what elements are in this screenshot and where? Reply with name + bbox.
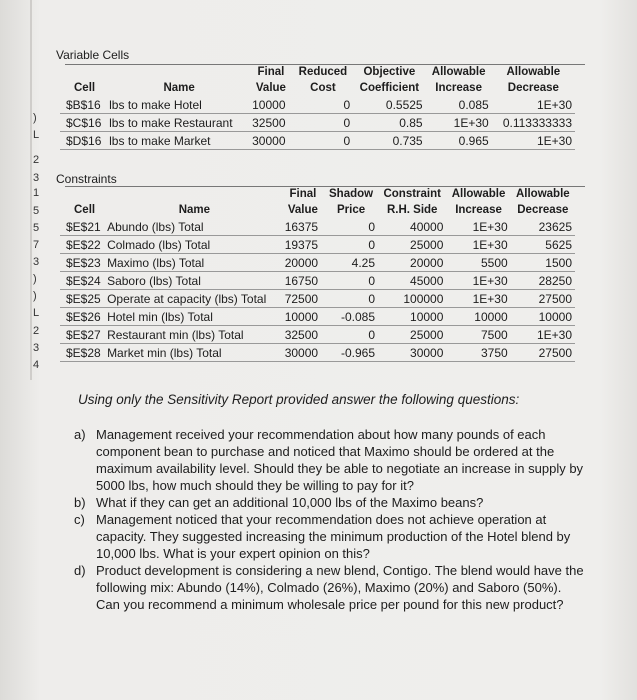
cell: Market min (lbs) Total [107,344,282,362]
cell: 1E+30 [446,236,510,254]
header: Price [336,204,366,216]
table-row [60,344,575,362]
cell: Operate at capacity (lbs) Total [107,290,282,308]
instructions: Using only the Sensitivity Report provided answer the following questions: [78,392,520,407]
cell: $E$21 [60,218,107,236]
question-list [74,426,584,613]
cell: Hotel min (lbs) Total [107,308,282,326]
header: Value [287,204,318,216]
header: Constraint [383,188,441,200]
cell: 30000 [378,344,446,362]
cell: 0 [324,218,378,236]
table-row [60,254,575,272]
header: Allowable [451,188,506,200]
table-row [60,132,575,150]
table-row [60,96,575,114]
header: Allowable [506,66,561,78]
cell: 3750 [446,344,510,362]
cell: 1E+30 [492,96,575,114]
cell: 23625 [511,218,575,236]
table-row [60,326,575,344]
cell: 1E+30 [511,326,575,344]
cell: 10000 [446,308,510,326]
row-number: 5 [33,205,40,217]
cell: 100000 [378,290,446,308]
header: Final [257,66,285,78]
cell: 40000 [378,218,446,236]
cell: 10000 [249,96,293,114]
table-row [60,308,575,326]
row-number: ) [33,290,37,302]
row-number: 2 [33,325,40,337]
cell: 0.735 [353,132,425,150]
table-row [60,218,575,236]
cell: $E$25 [60,290,107,308]
cell: 19375 [282,236,324,254]
row-number: ) [33,112,37,124]
row-number: L [33,129,40,141]
cell: 5625 [511,236,575,254]
header: Increase [455,204,502,216]
cell: 1500 [511,254,575,272]
cell: 27500 [511,290,575,308]
header: Cost [310,82,336,94]
cell: 72500 [282,290,324,308]
cell: 20000 [378,254,446,272]
cell: -0.965 [324,344,378,362]
cell: $E$22 [60,236,107,254]
cell: 0 [324,236,378,254]
cell: 1E+30 [426,114,492,132]
cell: 10000 [282,308,324,326]
cell: $E$26 [60,308,107,326]
header: Cell [74,82,96,94]
question-label: b) [74,495,86,510]
cell: 0.113333333 [492,114,575,132]
cell: 28250 [511,272,575,290]
cell: 0 [293,96,353,114]
row-number: 1 [33,187,40,199]
question-item [74,426,584,494]
header: Reduced [298,66,348,78]
question-text: Management received your recommendation about how many pounds of each component bean to purchase and noticed that Maximo should be ordered at the maximum availability level. Should they be able to negotiate an increase in supply by 5000 lbs, how much should they be willing to pay for it? [96,427,584,493]
question-label: d) [74,563,86,578]
header: Shadow [329,188,374,200]
header: Decrease [517,204,569,216]
row-gutter [30,0,32,380]
cell: Abundo (lbs) Total [107,218,282,236]
cell: $E$23 [60,254,107,272]
row-number: 3 [33,342,40,354]
cell: lbs to make Restaurant [109,114,249,132]
cell: 10000 [511,308,575,326]
table-row [60,290,575,308]
cell: $B$16 [60,96,109,114]
cell: 30000 [282,344,324,362]
cell: lbs to make Hotel [109,96,249,114]
cell: 10000 [378,308,446,326]
question-item [74,511,584,562]
cell: $D$16 [60,132,109,150]
header: Increase [435,82,482,94]
cell: 0.85 [353,114,425,132]
row-number: ) [33,273,37,285]
header: Allowable [515,188,570,200]
table-row [60,114,575,132]
cell: 0.5525 [353,96,425,114]
question-text: Management noticed that your recommendation does not achieve operation at capacity. They suggested increasing the minimum production of the Hotel blend by 10,000 lbs. What is your expert opinion on this? [96,512,571,561]
cell: 45000 [378,272,446,290]
cell: 25000 [378,326,446,344]
cell: 4.25 [324,254,378,272]
row-number: L [33,307,40,319]
cell: $E$24 [60,272,107,290]
cell: 16375 [282,218,324,236]
cell: 25000 [378,236,446,254]
header: Cell [74,204,96,216]
header: Final [289,188,317,200]
cell: 1E+30 [492,132,575,150]
variable-cells-title: Variable Cells [56,48,130,62]
cell: 1E+30 [446,290,510,308]
cell: 0.085 [426,96,492,114]
constraints-title: Constraints [56,172,117,186]
row-number: 4 [33,359,40,371]
cell: 5500 [446,254,510,272]
cell: $E$27 [60,326,107,344]
cell: 7500 [446,326,510,344]
cell: 32500 [282,326,324,344]
cell: 1E+30 [446,272,510,290]
row-number: 3 [33,172,40,184]
cell: -0.085 [324,308,378,326]
row-number: 5 [33,222,40,234]
header: Decrease [507,82,559,94]
header: Objective [363,66,416,78]
row-number: 7 [33,239,40,251]
question-label: a) [74,427,86,442]
cell: lbs to make Market [109,132,249,150]
cell: 30000 [249,132,293,150]
constraints-table [60,186,575,362]
cell: 27500 [511,344,575,362]
question-label: c) [74,512,85,527]
header: Value [255,82,286,94]
cell: 1E+30 [446,218,510,236]
question-text: Product development is considering a new blend, Contigo. The blend would have the following mix: Abundo (14%), Colmado (26%), Maximo (20%) and Saboro (50%). Can you recommend a minimum wholesale price per pound for this new product? [96,563,584,612]
question-item [74,494,584,511]
cell: $E$28 [60,344,107,362]
cell: $C$16 [60,114,109,132]
cell: 16750 [282,272,324,290]
header: Name [178,204,211,216]
cell: Restaurant min (lbs) Total [107,326,282,344]
header: Allowable [431,66,486,78]
cell: 32500 [249,114,293,132]
cell: 0.965 [426,132,492,150]
cell: 20000 [282,254,324,272]
table-row [60,236,575,254]
cell: 0 [324,326,378,344]
question-text: What if they can get an additional 10,000 lbs of the Maximo beans? [96,495,484,510]
variable-cells-table [60,64,575,150]
question-item [74,562,584,613]
cell: 0 [324,272,378,290]
row-number: 3 [33,256,40,268]
header: Coefficient [359,82,420,94]
cell: Saboro (lbs) Total [107,272,282,290]
table-row [60,272,575,290]
cell: Maximo (lbs) Total [107,254,282,272]
cell: 0 [293,132,353,150]
cell: 0 [293,114,353,132]
cell: 0 [324,290,378,308]
header: Name [163,82,195,94]
cell: Colmado (lbs) Total [107,236,282,254]
row-number: 2 [33,154,40,166]
header: R.H. Side [386,204,438,216]
